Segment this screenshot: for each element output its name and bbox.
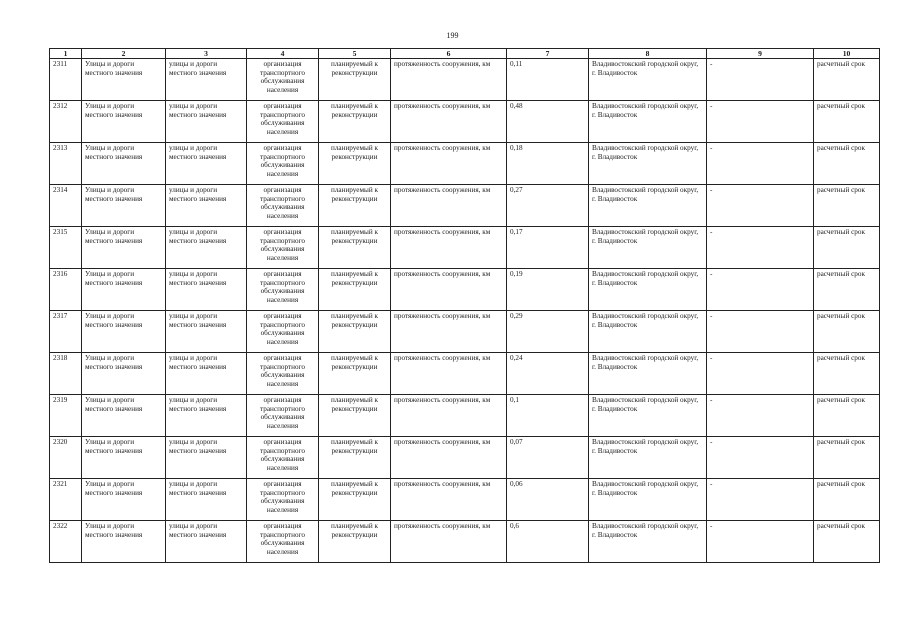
object-name-cell: Улицы и дороги местного значения — [82, 521, 166, 563]
object-name-cell: Улицы и дороги местного значения — [82, 395, 166, 437]
object-name-cell: Улицы и дороги местного значения — [82, 479, 166, 521]
value-cell: 0,6 — [507, 521, 589, 563]
row-number-cell: 2322 — [50, 521, 82, 563]
table-row — [50, 311, 880, 353]
parameter-cell: протяженность сооружения, км — [391, 185, 507, 227]
table-body — [50, 59, 880, 563]
status-cell: планируемый к реконструкции — [319, 311, 391, 353]
purpose-cell: организация транспортного обслуживания населения — [247, 227, 319, 269]
purpose-cell: организация транспортного обслуживания населения — [247, 479, 319, 521]
column-header: 3 — [166, 49, 247, 59]
parameter-cell: протяженность сооружения, км — [391, 437, 507, 479]
row-number-cell: 2321 — [50, 479, 82, 521]
object-type-cell: улицы и дороги местного значения — [166, 311, 247, 353]
object-type-cell: улицы и дороги местного значения — [166, 269, 247, 311]
parameter-cell: протяженность сооружения, км — [391, 143, 507, 185]
term-cell: расчетный срок — [814, 353, 880, 395]
zones-cell: - — [707, 185, 814, 227]
object-name-cell: Улицы и дороги местного значения — [82, 353, 166, 395]
term-cell: расчетный срок — [814, 269, 880, 311]
zones-cell: - — [707, 353, 814, 395]
term-cell: расчетный срок — [814, 521, 880, 563]
table-row — [50, 101, 880, 143]
zones-cell: - — [707, 311, 814, 353]
table-row — [50, 437, 880, 479]
parameter-cell: протяженность сооружения, км — [391, 521, 507, 563]
value-cell: 0,07 — [507, 437, 589, 479]
zones-cell: - — [707, 143, 814, 185]
object-name-cell: Улицы и дороги местного значения — [82, 143, 166, 185]
column-header: 8 — [589, 49, 707, 59]
zones-cell: - — [707, 227, 814, 269]
status-cell: планируемый к реконструкции — [319, 353, 391, 395]
object-type-cell: улицы и дороги местного значения — [166, 395, 247, 437]
header-row — [50, 49, 880, 59]
object-type-cell: улицы и дороги местного значения — [166, 101, 247, 143]
table-row — [50, 521, 880, 563]
value-cell: 0,18 — [507, 143, 589, 185]
object-name-cell: Улицы и дороги местного значения — [82, 185, 166, 227]
location-cell: Владивостокский городской округ, г. Владивосток — [589, 395, 707, 437]
object-type-cell: улицы и дороги местного значения — [166, 353, 247, 395]
value-cell: 0,06 — [507, 479, 589, 521]
purpose-cell: организация транспортного обслуживания населения — [247, 59, 319, 101]
table-row — [50, 479, 880, 521]
status-cell: планируемый к реконструкции — [319, 227, 391, 269]
purpose-cell: организация транспортного обслуживания населения — [247, 521, 319, 563]
value-cell: 0,48 — [507, 101, 589, 143]
term-cell: расчетный срок — [814, 185, 880, 227]
term-cell: расчетный срок — [814, 143, 880, 185]
location-cell: Владивостокский городской округ, г. Владивосток — [589, 227, 707, 269]
row-number-cell: 2312 — [50, 101, 82, 143]
object-name-cell: Улицы и дороги местного значения — [82, 311, 166, 353]
value-cell: 0,27 — [507, 185, 589, 227]
table-row — [50, 143, 880, 185]
purpose-cell: организация транспортного обслуживания населения — [247, 269, 319, 311]
location-cell: Владивостокский городской округ, г. Владивосток — [589, 185, 707, 227]
purpose-cell: организация транспортного обслуживания населения — [247, 353, 319, 395]
table-row — [50, 227, 880, 269]
value-cell: 0,11 — [507, 59, 589, 101]
column-header: 5 — [319, 49, 391, 59]
zones-cell: - — [707, 521, 814, 563]
status-cell: планируемый к реконструкции — [319, 521, 391, 563]
row-number-cell: 2319 — [50, 395, 82, 437]
page-number: 199 — [446, 31, 459, 40]
column-header: 6 — [391, 49, 507, 59]
column-header: 2 — [82, 49, 166, 59]
row-number-cell: 2315 — [50, 227, 82, 269]
object-type-cell: улицы и дороги местного значения — [166, 59, 247, 101]
row-number-cell: 2313 — [50, 143, 82, 185]
term-cell: расчетный срок — [814, 395, 880, 437]
zones-cell: - — [707, 101, 814, 143]
parameter-cell: протяженность сооружения, км — [391, 353, 507, 395]
location-cell: Владивостокский городской округ, г. Владивосток — [589, 353, 707, 395]
location-cell: Владивостокский городской округ, г. Владивосток — [589, 101, 707, 143]
parameter-cell: протяженность сооружения, км — [391, 311, 507, 353]
purpose-cell: организация транспортного обслуживания населения — [247, 437, 319, 479]
object-type-cell: улицы и дороги местного значения — [166, 227, 247, 269]
term-cell: расчетный срок — [814, 311, 880, 353]
zones-cell: - — [707, 437, 814, 479]
column-header: 9 — [707, 49, 814, 59]
status-cell: планируемый к реконструкции — [319, 143, 391, 185]
row-number-cell: 2311 — [50, 59, 82, 101]
purpose-cell: организация транспортного обслуживания населения — [247, 395, 319, 437]
parameter-cell: протяженность сооружения, км — [391, 479, 507, 521]
object-type-cell: улицы и дороги местного значения — [166, 521, 247, 563]
table-row — [50, 59, 880, 101]
object-name-cell: Улицы и дороги местного значения — [82, 101, 166, 143]
parameter-cell: протяженность сооружения, км — [391, 101, 507, 143]
row-number-cell: 2320 — [50, 437, 82, 479]
object-type-cell: улицы и дороги местного значения — [166, 479, 247, 521]
location-cell: Владивостокский городской округ, г. Владивосток — [589, 269, 707, 311]
zones-cell: - — [707, 479, 814, 521]
parameter-cell: протяженность сооружения, км — [391, 227, 507, 269]
object-name-cell: Улицы и дороги местного значения — [82, 437, 166, 479]
term-cell: расчетный срок — [814, 101, 880, 143]
location-cell: Владивостокский городской округ, г. Владивосток — [589, 479, 707, 521]
row-number-cell: 2317 — [50, 311, 82, 353]
location-cell: Владивостокский городской округ, г. Владивосток — [589, 521, 707, 563]
zones-cell: - — [707, 59, 814, 101]
table-row — [50, 185, 880, 227]
location-cell: Владивостокский городской округ, г. Владивосток — [589, 311, 707, 353]
object-name-cell: Улицы и дороги местного значения — [82, 59, 166, 101]
status-cell: планируемый к реконструкции — [319, 101, 391, 143]
row-number-cell: 2314 — [50, 185, 82, 227]
object-type-cell: улицы и дороги местного значения — [166, 143, 247, 185]
zones-cell: - — [707, 395, 814, 437]
object-name-cell: Улицы и дороги местного значения — [82, 227, 166, 269]
status-cell: планируемый к реконструкции — [319, 269, 391, 311]
parameter-cell: протяженность сооружения, км — [391, 395, 507, 437]
object-name-cell: Улицы и дороги местного значения — [82, 269, 166, 311]
object-type-cell: улицы и дороги местного значения — [166, 185, 247, 227]
value-cell: 0,19 — [507, 269, 589, 311]
table-row — [50, 269, 880, 311]
value-cell: 0,24 — [507, 353, 589, 395]
column-header: 1 — [50, 49, 82, 59]
term-cell: расчетный срок — [814, 59, 880, 101]
registry-table — [49, 48, 880, 563]
parameter-cell: протяженность сооружения, км — [391, 59, 507, 101]
term-cell: расчетный срок — [814, 227, 880, 269]
object-type-cell: улицы и дороги местного значения — [166, 437, 247, 479]
location-cell: Владивостокский городской округ, г. Владивосток — [589, 59, 707, 101]
table-row — [50, 395, 880, 437]
location-cell: Владивостокский городской округ, г. Владивосток — [589, 143, 707, 185]
column-header: 10 — [814, 49, 880, 59]
purpose-cell: организация транспортного обслуживания населения — [247, 311, 319, 353]
status-cell: планируемый к реконструкции — [319, 395, 391, 437]
status-cell: планируемый к реконструкции — [319, 479, 391, 521]
purpose-cell: организация транспортного обслуживания населения — [247, 185, 319, 227]
status-cell: планируемый к реконструкции — [319, 185, 391, 227]
value-cell: 0,17 — [507, 227, 589, 269]
parameter-cell: протяженность сооружения, км — [391, 269, 507, 311]
status-cell: планируемый к реконструкции — [319, 437, 391, 479]
row-number-cell: 2318 — [50, 353, 82, 395]
location-cell: Владивостокский городской округ, г. Владивосток — [589, 437, 707, 479]
status-cell: планируемый к реконструкции — [319, 59, 391, 101]
purpose-cell: организация транспортного обслуживания населения — [247, 143, 319, 185]
value-cell: 0,1 — [507, 395, 589, 437]
term-cell: расчетный срок — [814, 479, 880, 521]
purpose-cell: организация транспортного обслуживания населения — [247, 101, 319, 143]
row-number-cell: 2316 — [50, 269, 82, 311]
table-row — [50, 353, 880, 395]
zones-cell: - — [707, 269, 814, 311]
column-header: 7 — [507, 49, 589, 59]
value-cell: 0,29 — [507, 311, 589, 353]
term-cell: расчетный срок — [814, 437, 880, 479]
column-header: 4 — [247, 49, 319, 59]
